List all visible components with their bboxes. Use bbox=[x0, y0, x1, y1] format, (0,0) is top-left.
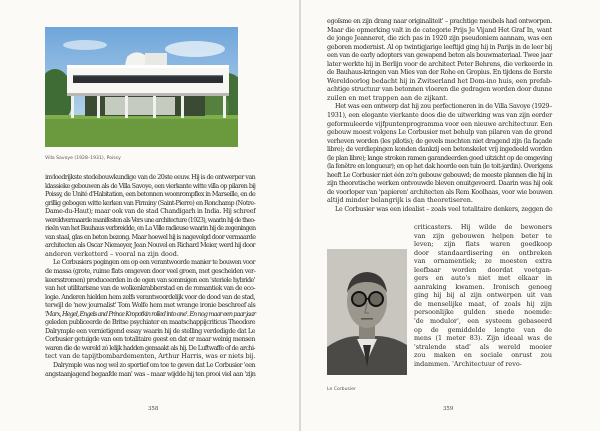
text-line: wereldvermaarde manifesten als Vers une architecture (1923), waarin hij de theo- bbox=[45, 215, 255, 224]
text-line: Dalrymple was nog wel zo sportief om toe te geven dat Le Corbusier 'een bbox=[53, 361, 256, 370]
text-line: verheven worden (les pilotis); de gevels mochten niet dragend zijn (la façade bbox=[327, 136, 553, 145]
text-line: de Bauhaus-kringen van Mies van der Rohe en Gropius. En tijdens de Eerste bbox=[327, 68, 552, 77]
text-line: libre); de verdiepingen konden dankzij een betonskelet vrij ingedeeld worden bbox=[327, 145, 552, 154]
text-line: (la fenêtre en longueur); en op het dak hoorde een tuin (le toit-jardin). Overigens bbox=[327, 162, 553, 171]
text-line: (le plan libre); lange stroken ramen garandeerden goed uitzicht op de omgeving bbox=[327, 153, 552, 162]
text-line: 1931), een elegante vierkante doos die de uitwerking was van zijn eerder bbox=[327, 111, 552, 120]
text-line: de jonge Jeanneret, die zich pas in 1920 zijn pseudoniem aannam, was een bbox=[327, 34, 553, 43]
text-line: criticasters. Hij wilde de bewoners bbox=[414, 223, 552, 231]
text-line: Le Corbusiers pogingen om op een verantwoorde manier te bouwen voor bbox=[53, 258, 255, 267]
text-line: door standaardisering en ontbreken bbox=[414, 248, 552, 257]
text-line: altijd minder belangrijk is dan theoretiseren. bbox=[327, 196, 473, 205]
page-number-left: 358 bbox=[148, 406, 159, 412]
text-line: Dalrymple een vernietigend essay waarin hij de stelling verdedigde dat Le bbox=[45, 326, 255, 335]
text-line: de voorloper van 'papieren' architecten als Rem Koolhaas, voor wie bouwen bbox=[327, 187, 553, 196]
text-line: angstaanjagend begaafde man' was – maar wijdde hij ten prooi viel aan 'zijn bbox=[45, 369, 256, 378]
text-line: geformuleerde vijfpuntenprogramma voor een nieuwe architectuur. Een bbox=[327, 119, 553, 128]
text-line: zijn theoretische werken ontvouwde bleven onuitgevoerd. Daarin was hij ook bbox=[327, 179, 553, 188]
text-line: van staal, glas en beton bezong. Maar hoewel hij is nagevolgd door vermaarde bbox=[45, 232, 256, 241]
text-line: geleden publiceerde de Britse psychiater en maatschappijcriticus Theodore bbox=[45, 318, 255, 327]
text-line: terwijl de 'new journalist' Tom Wolfe hem met wrange ironie beschreef als bbox=[45, 301, 256, 310]
text-line: 'de modulor', een systeem gebaseerd bbox=[414, 317, 552, 326]
portrait-caption: Le Corbusier bbox=[327, 387, 356, 392]
text-line: waren die de wereld zó lelijk hadden gemaakt als hij. De Luftwaffe of de archi- bbox=[45, 343, 255, 352]
text-line: op de gemiddelde lengte van de bbox=[414, 325, 552, 334]
text-line: Corbusier getuigde van een totalitaire geest en dat er maar weinig mensen bbox=[45, 335, 255, 344]
page-number-right: 359 bbox=[443, 406, 454, 412]
text-line: gers en auto's niet met elkaar in bbox=[414, 274, 552, 283]
text-line: 'stralende stad' als wereld mooier bbox=[414, 342, 552, 351]
left-body-text bbox=[45, 173, 255, 378]
text-line: zou maken en sociale onrust zou bbox=[414, 351, 552, 360]
text-line: grillig gebogen witte kerken van Firminy (Saint-Pierre) en Ronchamp (Notre- bbox=[45, 198, 256, 207]
right-side-text bbox=[414, 223, 552, 368]
text-line: Maar die opmerking valt in de categorie Prijs Je Vijand Het Graf In, want bbox=[327, 25, 552, 34]
text-line: achtige structuur van betonnen vloeren die gedragen worden door dunne bbox=[327, 85, 553, 94]
villa-savoye-photo bbox=[45, 27, 238, 147]
text-line: Dame-du-Haut); maar ook van de stad Chandigarh in India. Hij schreef bbox=[45, 207, 256, 216]
text-line: aanraking kwamen. Ironisch genoeg bbox=[414, 282, 552, 291]
text-line: heeft Le Corbusier niet één zo'n gebouw gebouwd; de meeste plannen die hij in bbox=[327, 170, 552, 179]
text-line: Het was een ontwerp dat hij zou perfectioneren in de Villa Savoye (1929– bbox=[335, 102, 552, 111]
text-line: de menselijke maat, of zoals hij zijn bbox=[414, 299, 552, 308]
text-line: egoïsme en zijn drang naar originaliteit' – prachtige meubels had ontworpen. bbox=[327, 17, 552, 25]
text-line: zuilen en met trappen aan de zijkant. bbox=[327, 93, 448, 102]
text-line: mens (1 meter 83). Zijn ideaal was de bbox=[414, 334, 552, 343]
text-line: Wereldoorlog bedacht hij in Zwitserland het Dom-ino huis, een prefab- bbox=[327, 76, 553, 85]
villa-photo-caption: Villa Savoye (1928–1931), Poissy bbox=[45, 156, 121, 161]
text-line: gebouw moest volgens Le Corbusier met behulp van pilaren van de grond bbox=[327, 128, 552, 137]
right-body-text bbox=[327, 17, 552, 214]
text-line: indammen. 'Architectuur of revo- bbox=[414, 359, 522, 368]
text-line: ging hij bij al zijn ontwerpen uit van bbox=[414, 291, 552, 300]
text-line: de massa (grote, ruime flats omgeven door veel groen, met gescheiden ver- bbox=[45, 267, 256, 276]
text-line: leefbaar worden doordat voetgan- bbox=[414, 265, 552, 274]
text-line: van het utilitarisme van de wolkenkrabberstad en de romantiek van de eco- bbox=[45, 284, 255, 293]
text-line: later werkte hij in Berlijn voor de architect Peter Behrens, die verkeerde in bbox=[327, 59, 553, 68]
text-line: logie. Anderen hielden hem zelfs verantwoordelijk voor de dood van de stad, bbox=[45, 292, 255, 301]
le-corbusier-portrait bbox=[327, 249, 407, 375]
text-line: Le Corbusier was een idealist – zoals veel totalitaire denkers, zeggen de bbox=[335, 205, 553, 214]
text-line: rieën van het Bauhaus verbreidde, en La Ville radieuse waarin hij de zegeningen bbox=[45, 224, 256, 233]
text-line: keersstromen) produceerden in de ogen van sommigen een 'steriele hybride' bbox=[45, 275, 255, 284]
text-line: geboren modernist. Al op twintigjarige leeftijd ging hij in Parijs in de leer bij bbox=[327, 42, 552, 51]
text-line: invloedrijkste stedebouwkundige van de 20ste eeuw. Hij is de ontwerper van bbox=[45, 173, 256, 181]
text-line: anderen verketterd – vooral na zijn dood. bbox=[45, 249, 179, 258]
text-line: Poissy, de Unité d'Habitation, een betonnen woonrompflex in Marseille, en de bbox=[45, 190, 256, 199]
text-line: een van de early adopters van gewapend beton als bouwmateriaal. Twee jaar bbox=[327, 51, 552, 60]
text-line: persoonlijke gulden snede noemde: bbox=[414, 308, 552, 317]
text-line: van ornamentiek; ze moesten extra bbox=[414, 257, 552, 266]
text-line: klassieke gebouwen als de Villa Savoye, een vierkante witte villa op pilaren bij bbox=[45, 181, 256, 190]
text-line: 'Marx, Hegel, Engels and Prince Kropotkin rolled into one'. En nog maar een paar jaar bbox=[45, 309, 256, 318]
text-line: architecten als Oscar Niemeyer, Jean Nouvel en Richard Meier, werd hij door bbox=[45, 241, 256, 250]
text-line: leven; zijn flats waren goedkoop bbox=[414, 240, 552, 249]
text-line: van zijn gebouwen helpen beter te bbox=[414, 231, 552, 240]
text-line: tect van de tapijtbombardementen, Arthur Harris, was er niets bij. bbox=[45, 352, 256, 361]
